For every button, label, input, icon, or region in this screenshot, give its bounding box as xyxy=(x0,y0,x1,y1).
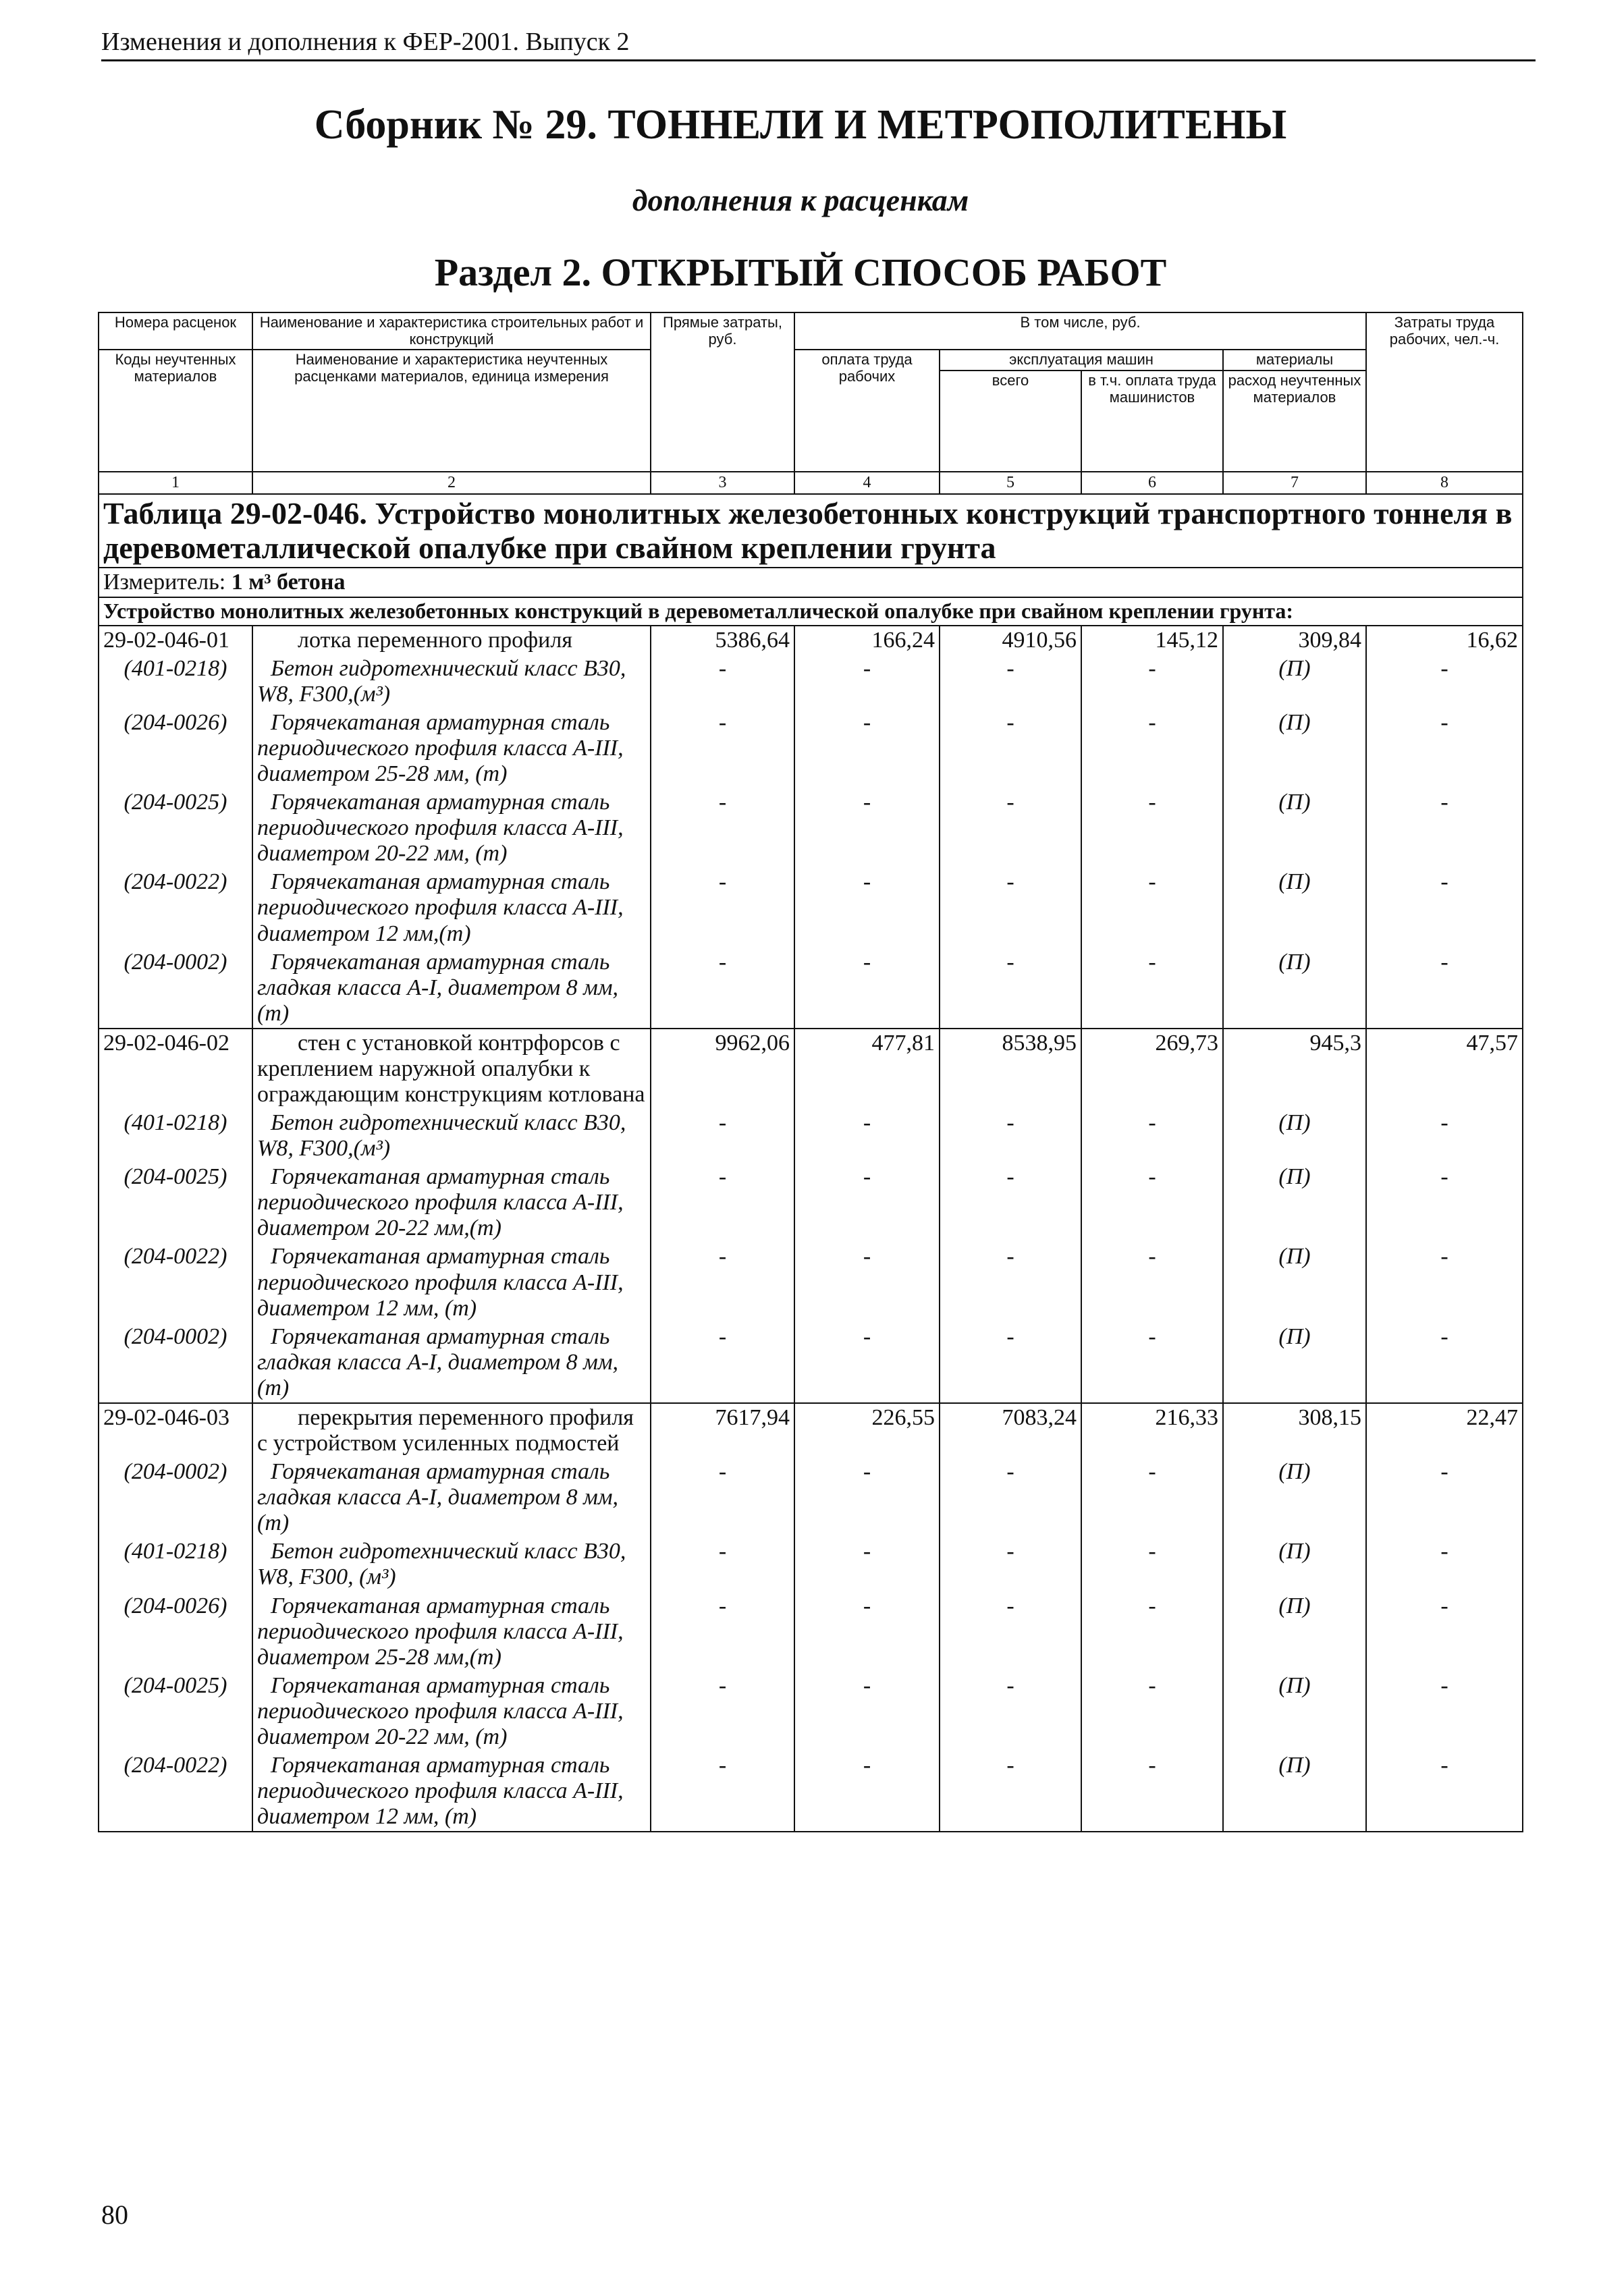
unaccounted-materials-mark: (П) xyxy=(1223,1109,1366,1163)
material-code: (204-0022) xyxy=(99,1751,252,1832)
header-labor-pay: оплата труда рабочих xyxy=(794,350,940,472)
header-operators-pay: в т.ч. оплата труда машинистов xyxy=(1081,371,1223,472)
running-header: Изменения и дополнения к ФЕР-2001. Выпуск 2 xyxy=(101,27,1536,61)
unaccounted-materials-mark: (П) xyxy=(1223,709,1366,788)
dash-mark: - xyxy=(940,1323,1081,1403)
dash-mark: - xyxy=(1081,709,1223,788)
rate-direct-costs: 9962,06 xyxy=(651,1029,794,1109)
material-name: Бетон гидротехнический класс B30, W8, F300, (м³) xyxy=(252,1537,651,1591)
dash-mark: - xyxy=(940,868,1081,948)
material-name: Горячекатаная арматурная сталь периодического профиля класса A-III, диаметром 20-22 мм, (т) xyxy=(252,788,651,868)
dash-mark: - xyxy=(794,1672,940,1751)
dash-mark: - xyxy=(1081,1592,1223,1672)
material-row xyxy=(99,1537,1523,1591)
dash-mark: - xyxy=(1081,1672,1223,1751)
header-labor-hours: Затраты труда рабочих, чел.-ч. xyxy=(1366,312,1523,472)
material-code: (204-0026) xyxy=(99,709,252,788)
dash-mark: - xyxy=(794,1751,940,1832)
dash-mark: - xyxy=(651,1323,794,1403)
dash-mark: - xyxy=(651,1109,794,1163)
unaccounted-materials-mark: (П) xyxy=(1223,1458,1366,1537)
unaccounted-materials-mark: (П) xyxy=(1223,788,1366,868)
material-code: (204-0002) xyxy=(99,948,252,1029)
dash-mark: - xyxy=(1366,1163,1523,1242)
dash-mark: - xyxy=(1366,788,1523,868)
rate-operators-pay: 216,33 xyxy=(1081,1403,1223,1458)
material-row xyxy=(99,1672,1523,1751)
rate-labor-pay: 226,55 xyxy=(794,1403,940,1458)
rate-code: 29-02-046-03 xyxy=(99,1403,252,1458)
rate-materials: 309,84 xyxy=(1223,626,1366,655)
dash-mark: - xyxy=(794,655,940,709)
column-number: 5 xyxy=(940,472,1081,494)
dash-mark: - xyxy=(940,788,1081,868)
dash-mark: - xyxy=(794,1323,940,1403)
material-row xyxy=(99,655,1523,709)
dash-mark: - xyxy=(940,709,1081,788)
dash-mark: - xyxy=(1081,1751,1223,1832)
material-row xyxy=(99,709,1523,788)
material-name: Горячекатаная арматурная сталь периодического профиля класса A-III, диаметром 12 мм,(т) xyxy=(252,868,651,948)
dash-mark: - xyxy=(1081,948,1223,1029)
material-row xyxy=(99,1242,1523,1322)
material-name: Горячекатаная арматурная сталь периодического профиля класса A-III, диаметром 25-28 мм,(т) xyxy=(252,1592,651,1672)
dash-mark: - xyxy=(1366,709,1523,788)
column-number: 4 xyxy=(794,472,940,494)
dash-mark: - xyxy=(1366,655,1523,709)
rate-labor-pay: 166,24 xyxy=(794,626,940,655)
material-row xyxy=(99,948,1523,1029)
column-number: 2 xyxy=(252,472,651,494)
material-code: (204-0002) xyxy=(99,1323,252,1403)
dash-mark: - xyxy=(651,1592,794,1672)
dash-mark: - xyxy=(940,948,1081,1029)
material-row xyxy=(99,1751,1523,1832)
rate-name: стен с установкой контрфорсов с креплением наружной опалубки к ограждающим конструкциям котлована xyxy=(252,1029,651,1109)
dash-mark: - xyxy=(794,868,940,948)
column-number: 1 xyxy=(99,472,252,494)
column-number: 3 xyxy=(651,472,794,494)
dash-mark: - xyxy=(1366,1592,1523,1672)
rate-name: лотка переменного профиля xyxy=(252,626,651,655)
material-row xyxy=(99,1592,1523,1672)
dash-mark: - xyxy=(940,1672,1081,1751)
material-code: (401-0218) xyxy=(99,655,252,709)
dash-mark: - xyxy=(940,1242,1081,1322)
table-title: Таблица 29-02-046. Устройство монолитных железобетонных конструкций транспортного тоннеля в деревометаллической опалубке при свайном креплении грунта xyxy=(99,494,1523,568)
dash-mark: - xyxy=(940,1458,1081,1537)
material-code: (204-0002) xyxy=(99,1458,252,1537)
material-code: (204-0022) xyxy=(99,868,252,948)
material-name: Бетон гидротехнический класс B30, W8, F300,(м³) xyxy=(252,1109,651,1163)
unaccounted-materials-mark: (П) xyxy=(1223,948,1366,1029)
dash-mark: - xyxy=(940,655,1081,709)
dash-mark: - xyxy=(1081,788,1223,868)
dash-mark: - xyxy=(794,788,940,868)
dash-mark: - xyxy=(1366,1537,1523,1591)
material-code: (204-0025) xyxy=(99,1163,252,1242)
dash-mark: - xyxy=(651,1672,794,1751)
header-materials-consumption: расход неучтенных материалов xyxy=(1223,371,1366,472)
section-title: Раздел 2. ОТКРЫТЫЙ СПОСОБ РАБОТ xyxy=(434,250,1167,294)
header-codes-top: Номера расценок xyxy=(99,312,252,350)
dash-mark: - xyxy=(651,1163,794,1242)
table-row xyxy=(99,1403,1523,1458)
material-code: (204-0025) xyxy=(99,788,252,868)
dash-mark: - xyxy=(651,1537,794,1591)
dash-mark: - xyxy=(1081,1109,1223,1163)
group-title: Устройство монолитных железобетонных конструкций в деревометаллической опалубке при свайном креплении грунта: xyxy=(99,597,1523,626)
dash-mark: - xyxy=(794,1242,940,1322)
dash-mark: - xyxy=(794,1592,940,1672)
column-number: 6 xyxy=(1081,472,1223,494)
dash-mark: - xyxy=(1366,948,1523,1029)
dash-mark: - xyxy=(1081,868,1223,948)
material-code: (204-0022) xyxy=(99,1242,252,1322)
rate-operators-pay: 145,12 xyxy=(1081,626,1223,655)
page-number: 80 xyxy=(101,2199,128,2230)
dash-mark: - xyxy=(794,709,940,788)
dash-mark: - xyxy=(940,1751,1081,1832)
unit-label: Измеритель: xyxy=(103,569,226,595)
material-name: Горячекатаная арматурная сталь периодического профиля класса A-III, диаметром 20-22 мм, (т) xyxy=(252,1672,651,1751)
dash-mark: - xyxy=(651,655,794,709)
dash-mark: - xyxy=(651,868,794,948)
material-row xyxy=(99,1109,1523,1163)
column-number: 7 xyxy=(1223,472,1366,494)
rate-materials: 308,15 xyxy=(1223,1403,1366,1458)
header-machines: эксплуатация машин xyxy=(940,350,1223,371)
dash-mark: - xyxy=(1366,1242,1523,1322)
dash-mark: - xyxy=(651,948,794,1029)
dash-mark: - xyxy=(1366,1109,1523,1163)
dash-mark: - xyxy=(1081,1323,1223,1403)
unaccounted-materials-mark: (П) xyxy=(1223,1751,1366,1832)
dash-mark: - xyxy=(651,788,794,868)
dash-mark: - xyxy=(1366,1751,1523,1832)
dash-mark: - xyxy=(1366,1323,1523,1403)
column-number: 8 xyxy=(1366,472,1523,494)
dash-mark: - xyxy=(794,948,940,1029)
rate-name: перекрытия переменного профиля с устройством усиленных подмостей xyxy=(252,1403,651,1458)
rate-materials: 945,3 xyxy=(1223,1029,1366,1109)
dash-mark: - xyxy=(940,1537,1081,1591)
rates-table xyxy=(98,312,1523,1832)
rate-direct-costs: 5386,64 xyxy=(651,626,794,655)
dash-mark: - xyxy=(1081,655,1223,709)
dash-mark: - xyxy=(794,1537,940,1591)
rate-rows xyxy=(99,626,1523,1832)
rate-labor-hours: 16,62 xyxy=(1366,626,1523,655)
rate-labor-hours: 47,57 xyxy=(1366,1029,1523,1109)
dash-mark: - xyxy=(794,1109,940,1163)
collection-title: Сборник № 29. ТОННЕЛИ И МЕТРОПОЛИТЕНЫ xyxy=(314,102,1287,148)
dash-mark: - xyxy=(1081,1458,1223,1537)
material-code: (401-0218) xyxy=(99,1537,252,1591)
unaccounted-materials-mark: (П) xyxy=(1223,1537,1366,1591)
header-machines-total: всего xyxy=(940,371,1081,472)
material-row xyxy=(99,788,1523,868)
dash-mark: - xyxy=(794,1458,940,1537)
dash-mark: - xyxy=(651,1458,794,1537)
dash-mark: - xyxy=(1366,868,1523,948)
header-direct-costs: Прямые затраты, руб. xyxy=(651,312,794,472)
header-name-bottom: Наименование и характеристика неучтенных расценками материалов, единица измерения xyxy=(252,350,651,472)
dash-mark: - xyxy=(940,1592,1081,1672)
header-codes-bottom: Коды неучтенных материалов xyxy=(99,350,252,472)
dash-mark: - xyxy=(651,1242,794,1322)
material-name: Горячекатаная арматурная сталь периодического профиля класса A-III, диаметром 20-22 мм,(т) xyxy=(252,1163,651,1242)
unit-row xyxy=(99,568,1523,597)
unaccounted-materials-mark: (П) xyxy=(1223,1672,1366,1751)
material-name: Горячекатаная арматурная сталь гладкая класса A-I, диаметром 8 мм, (т) xyxy=(252,1458,651,1537)
dash-mark: - xyxy=(1081,1242,1223,1322)
material-code: (401-0218) xyxy=(99,1109,252,1163)
rate-machines-total: 7083,24 xyxy=(940,1403,1081,1458)
dash-mark: - xyxy=(651,709,794,788)
material-row xyxy=(99,1458,1523,1537)
rate-direct-costs: 7617,94 xyxy=(651,1403,794,1458)
rate-code: 29-02-046-02 xyxy=(99,1029,252,1109)
dash-mark: - xyxy=(651,1751,794,1832)
dash-mark: - xyxy=(1081,1163,1223,1242)
table-row xyxy=(99,626,1523,655)
unaccounted-materials-mark: (П) xyxy=(1223,1163,1366,1242)
material-row xyxy=(99,1163,1523,1242)
header-name-top: Наименование и характеристика строительных работ и конструкций xyxy=(252,312,651,350)
header-materials: материалы xyxy=(1223,350,1366,371)
unaccounted-materials-mark: (П) xyxy=(1223,1242,1366,1322)
dash-mark: - xyxy=(1081,1537,1223,1591)
rate-machines-total: 8538,95 xyxy=(940,1029,1081,1109)
material-name: Горячекатаная арматурная сталь периодического профиля класса A-III, диаметром 12 мм, (т) xyxy=(252,1751,651,1832)
rate-code: 29-02-046-01 xyxy=(99,626,252,655)
dash-mark: - xyxy=(794,1163,940,1242)
unaccounted-materials-mark: (П) xyxy=(1223,1592,1366,1672)
rate-labor-pay: 477,81 xyxy=(794,1029,940,1109)
rate-labor-hours: 22,47 xyxy=(1366,1403,1523,1458)
dash-mark: - xyxy=(1366,1458,1523,1537)
material-code: (204-0025) xyxy=(99,1672,252,1751)
material-name: Бетон гидротехнический класс B30, W8, F300,(м³) xyxy=(252,655,651,709)
unaccounted-materials-mark: (П) xyxy=(1223,655,1366,709)
material-name: Горячекатаная арматурная сталь периодического профиля класса A-III, диаметром 25-28 мм, (т) xyxy=(252,709,651,788)
rate-operators-pay: 269,73 xyxy=(1081,1029,1223,1109)
material-name: Горячекатаная арматурная сталь гладкая класса A-I, диаметром 8 мм, (т) xyxy=(252,1323,651,1403)
dash-mark: - xyxy=(1366,1672,1523,1751)
material-row xyxy=(99,1323,1523,1403)
table-row xyxy=(99,1029,1523,1109)
collection-subtitle: дополнения к расценкам xyxy=(632,183,969,217)
material-code: (204-0026) xyxy=(99,1592,252,1672)
unaccounted-materials-mark: (П) xyxy=(1223,868,1366,948)
unaccounted-materials-mark: (П) xyxy=(1223,1323,1366,1403)
header-including: В том числе, руб. xyxy=(794,312,1366,350)
material-name: Горячекатаная арматурная сталь периодического профиля класса A-III, диаметром 12 мм, (т) xyxy=(252,1242,651,1322)
rate-machines-total: 4910,56 xyxy=(940,626,1081,655)
dash-mark: - xyxy=(940,1163,1081,1242)
material-name: Горячекатаная арматурная сталь гладкая класса A-I, диаметром 8 мм,(т) xyxy=(252,948,651,1029)
unit-value: 1 м³ бетона xyxy=(231,569,346,595)
material-row xyxy=(99,868,1523,948)
dash-mark: - xyxy=(940,1109,1081,1163)
